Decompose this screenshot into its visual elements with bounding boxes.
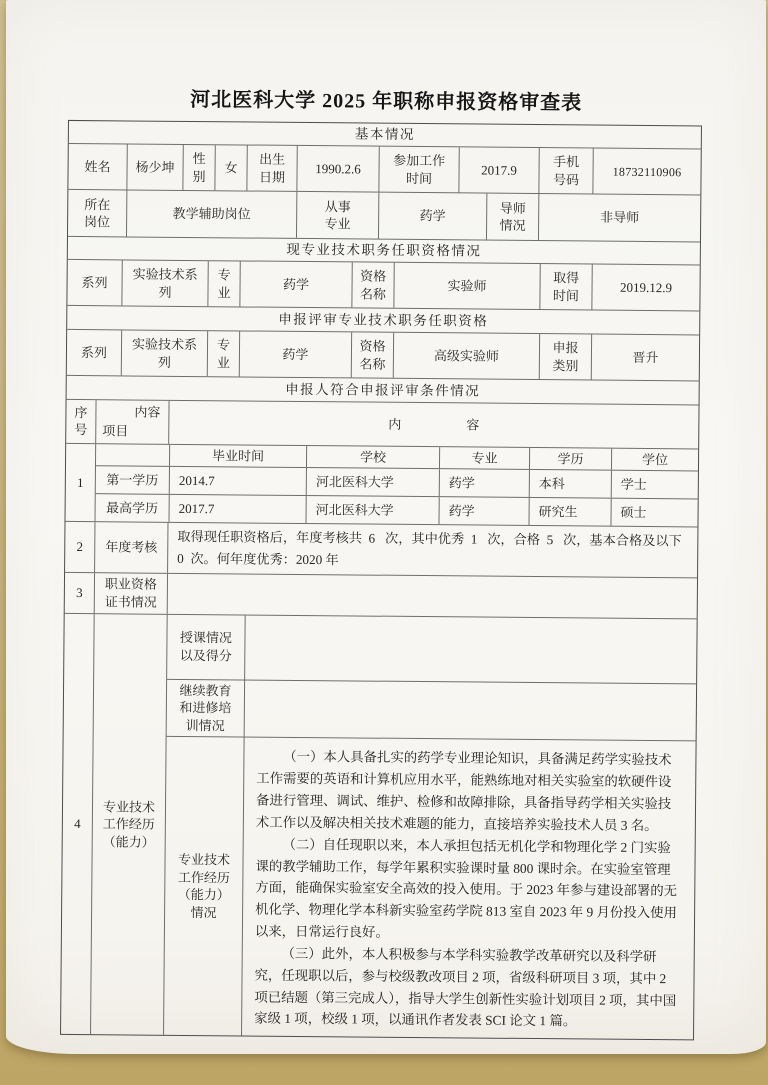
birth-date-value: 1990.2.6	[296, 146, 378, 192]
highest-degree-major: 药学	[438, 497, 528, 525]
review-form-table	[60, 120, 702, 1041]
obtain-date-label: 取得时间	[539, 264, 591, 309]
edu-header-level: 学历	[529, 447, 611, 469]
section-header-apply-qualification-text: 申报评审专业技术职务任职资格	[278, 311, 489, 329]
apply-series-value: 实验技术系列	[121, 331, 207, 377]
table-row	[68, 189, 700, 242]
section-header-basic-info-text: 基本情况	[354, 126, 415, 142]
table-row	[68, 143, 700, 195]
post-label: 所在岗位	[84, 196, 111, 230]
education-highest-degree-row	[95, 493, 697, 526]
row-number-4: 4	[74, 816, 81, 832]
gender-value: 女	[214, 145, 246, 190]
edu-header-grad-time: 毕业时间	[169, 444, 306, 467]
highest-degree-label: 最高学历	[106, 500, 159, 516]
work-start-label: 参加工作时间	[378, 147, 458, 193]
work-experience-subtable	[163, 614, 697, 1039]
engaged-major-label: 从事专业	[296, 192, 378, 239]
highest-degree-school: 河北医科大学	[305, 496, 438, 524]
row-number-3: 3	[76, 584, 83, 600]
work-experience-row-group	[61, 613, 697, 1040]
engaged-major-value: 药学	[378, 193, 486, 240]
obtain-date-value: 2019.12.9	[591, 265, 699, 311]
certificate-content	[167, 573, 697, 618]
mentor-label: 导师情况	[486, 194, 538, 240]
row-number-1: 1	[77, 474, 84, 490]
paper-sheet	[6, 0, 766, 1054]
annual-review-text: 取得现任职资格后，年度考核共 6 次，其中优秀 1 次，合格 5 次，基本合格及以下 0 次。何年度优秀：2020 年	[167, 523, 697, 577]
teaching-content	[244, 615, 697, 683]
name-value: 杨少坤	[126, 145, 182, 190]
section-header-current-qualification-text: 现专业技术职务任职资格情况	[286, 242, 482, 259]
highest-degree-level: 研究生	[528, 498, 610, 526]
phone-label: 手机号码	[538, 148, 592, 193]
current-series-value: 实验技术系列	[121, 261, 207, 307]
edu-header-major: 专业	[439, 447, 529, 469]
experience-paragraph-2: （二）自任现职以来，本人承担包括无机化学和物理化学 2 门实验课的教学辅助工作，每学年累积实验课时量 800 课时余。在实验室管理方面，能确保实验室安全高效的投入使用。于 2023 年参与建设部署的无机化学、物理化学本科新实验室药学院 813 室自 2023 年 9 月份投入使用以来，日常运行良好。	[254, 836, 678, 940]
apply-category-label: 申报类别	[539, 334, 591, 379]
table-row	[67, 329, 699, 381]
current-series-label: 系列	[81, 275, 108, 291]
table-row	[67, 259, 699, 311]
post-value: 教学辅助岗位	[126, 191, 296, 238]
certificate-row	[65, 572, 697, 619]
certificate-label: 职业资格证书情况	[94, 573, 167, 614]
education-row-group	[66, 442, 699, 526]
annual-review-label: 年度考核	[94, 522, 167, 572]
teaching-row	[167, 614, 697, 683]
first-degree-label: 第一学历	[106, 472, 159, 488]
conditions-column-header-row	[66, 399, 698, 448]
apply-major-value: 药学	[239, 332, 351, 378]
teaching-label: 授课情况以及得分	[179, 630, 233, 664]
experience-paragraph-1: （一）本人具备扎实的药学专业理论知识，具备满足药学实验技术工作需要的英语和计算机应用水平，能熟练地对相关实验室的软硬件设备进行管理、调试、维护、检修和故障排除，具备指导药学相关实验技术工作以及解决相关技术难题的能力，直接培养实验技术人员 3 名。	[255, 749, 672, 833]
current-major-label: 专业	[207, 262, 239, 307]
continuing-education-content	[244, 680, 696, 741]
first-degree-major: 药学	[439, 469, 529, 497]
mentor-value: 非导师	[538, 194, 700, 241]
highest-degree-degree: 硕士	[610, 499, 697, 527]
col-header-content: 内 容	[168, 401, 698, 448]
birth-date-label: 出生日期	[246, 146, 296, 191]
first-degree-time: 2014.7	[169, 467, 306, 495]
experience-detail-label: 专业技术工作经历（能力）情况	[177, 852, 231, 921]
col-header-number: 序号	[74, 404, 88, 438]
section-header-conditions-text: 申报人符合申报评审条件情况	[285, 381, 481, 399]
current-major-value: 药学	[239, 262, 351, 308]
continuing-education-row	[167, 678, 696, 740]
edu-header-school: 学校	[306, 446, 439, 469]
experience-paragraph-3: （三）此外，本人积极参与本学科实验教学改革研究以及科学研究，任现职以后，参与校级教改项目 2 项，省级科研项目 3 项，其中 2 项已结题（第三完成人），指导大学生创新性实验计划项目 2 项，其中国家级 1 项，校级 1 项，以通讯作者发表 SCI 论文 1 篇。	[254, 945, 677, 1029]
col-header-item: 内容 项目	[95, 401, 168, 444]
apply-qual-name-value: 高级实验师	[393, 333, 539, 379]
continuing-education-label: 继续教育和进修培训情况	[179, 682, 232, 734]
apply-major-label: 专业	[207, 332, 239, 377]
apply-category-value: 晋升	[591, 335, 699, 381]
work-start-value: 2017.9	[458, 148, 538, 194]
annual-review-row	[65, 521, 697, 577]
row-number-2: 2	[76, 539, 84, 555]
experience-detail-row	[164, 736, 696, 1040]
current-qual-name-label: 资格名称	[351, 263, 393, 308]
education-empty-cell	[96, 444, 169, 466]
experience-detail-content	[241, 738, 696, 1040]
name-label: 姓名	[84, 159, 111, 175]
apply-series-label: 系列	[80, 345, 108, 361]
education-subtable	[94, 444, 698, 527]
apply-qual-name-label: 资格名称	[351, 333, 393, 378]
gender-label: 性别	[182, 145, 214, 190]
work-experience-label: 专业技术工作经历（能力）	[90, 614, 167, 1035]
first-degree-school: 河北医科大学	[306, 468, 439, 496]
page-title: 河北医科大学 2025 年职称申报资格审查表	[190, 88, 583, 115]
first-degree-degree: 学士	[611, 471, 698, 499]
highest-degree-time: 2017.7	[168, 495, 305, 523]
edu-header-degree: 学位	[611, 448, 698, 470]
first-degree-level: 本科	[529, 470, 611, 498]
phone-value: 18732110906	[592, 149, 700, 195]
current-qual-name-value: 实验师	[393, 263, 539, 309]
